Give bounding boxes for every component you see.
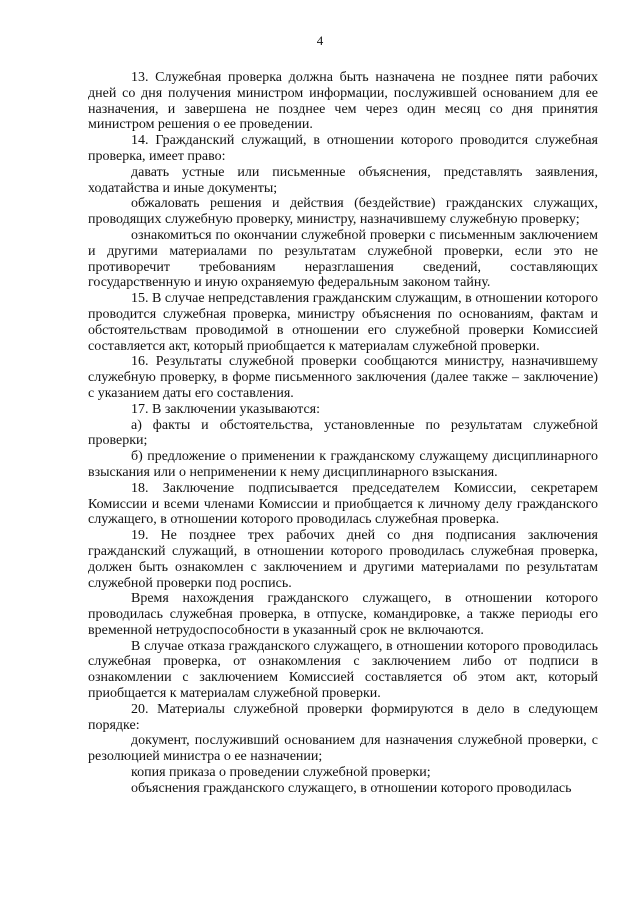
paragraph-17: 17. В заключении указываются: (131, 401, 321, 417)
paragraph-20-item-basis-document: документ, послуживший основанием для назначения служебной проверки, с резолюцией министра о ее назначении; (88, 733, 598, 765)
paragraph-16: 16. Результаты служебной проверки сообщаются министру, назначившему служебную проверку, в форме письменного заключения (далее также – заключение) с указанием даты его составления. (88, 354, 598, 401)
paragraph-15: 15. В случае непредставления гражданским служащим, в отношении которого проводится служебная проверка, министру объяснения по основаниям, фактам и обстоятельствам проводимой в отношении его служебной проверки Комиссией составляется акт, который приобщается к материалам служебной проверки. (88, 291, 598, 354)
paragraph-14: 14. Гражданский служащий, в отношении которого проводится служебная проверка, имеет право: (88, 133, 598, 164)
page-number: 4 (316, 33, 324, 48)
paragraph-17-item-a: а) факты и обстоятельства, установленные по результатам служебной проверки; (88, 417, 598, 449)
paragraph-14-right-explanations: давать устные или письменные объяснения, представлять заявления, ходатайства и иные документы; (88, 164, 598, 196)
paragraph-13: 13. Служебная проверка должна быть назначена не позднее пяти рабочих дней со дня получения министром информации, послужившей основанием для ее назначения, и завершена не позднее чем через один месяц со дня принятия министром решения о ее проведении. (88, 70, 598, 133)
paragraph-20: 20. Материалы служебной проверки формируются в дело в следующем порядке: (88, 701, 598, 733)
paragraph-17-item-b: б) предложение о применении к гражданскому служащему дисциплинарного взыскания или о неприменении к нему дисциплинарного взыскания. (88, 449, 598, 480)
paragraph-19-time-exclusion: Время нахождения гражданского служащего, в отношении которого проводилась служебная проверка, в отпуске, командировке, а также периоды его временной нетрудоспособности в указанный срок не включаются. (88, 591, 598, 638)
paragraph-19: 19. Не позднее трех рабочих дней со дня подписания заключения гражданский служащий, в отношении которого проводилась служебная проверка, должен быть ознакомлен с заключением и другими материалами по результатам служебной проверки под роспись. (88, 528, 598, 591)
document-body (88, 70, 598, 797)
paragraph-20-item-explanations: объяснения гражданского служащего, в отношении которого проводилась (131, 780, 572, 796)
paragraph-18: 18. Заключение подписывается председателем Комиссии, секретарем Комиссии и всеми членами Комиссии и приобщается к личному делу гражданского служащего, в отношении которого проводилась служебная проверка. (88, 480, 598, 528)
paragraph-19-refusal-act: В случае отказа гражданского служащего, в отношении которого проводилась служебная проверка, от ознакомления с заключением либо от подписи в ознакомлении с заключением Комиссией составляется об этом акт, который приобщается к материалам служебной проверки. (88, 638, 598, 702)
paragraph-20-item-order-copy: копия приказа о проведении служебной проверки; (131, 765, 431, 781)
paragraph-14-right-review: ознакомиться по окончании служебной проверки с письменным заключением и другими материалами по результатам служебной проверки, если это не противоречит требованиям неразглашения сведений, составляющих государственную и иную охраняемую федеральным законом тайну. (88, 227, 598, 291)
paragraph-14-right-appeal: обжаловать решения и действия (бездействие) гражданских служащих, проводящих служебную проверку, министру, назначившему служебную проверку; (88, 196, 598, 228)
